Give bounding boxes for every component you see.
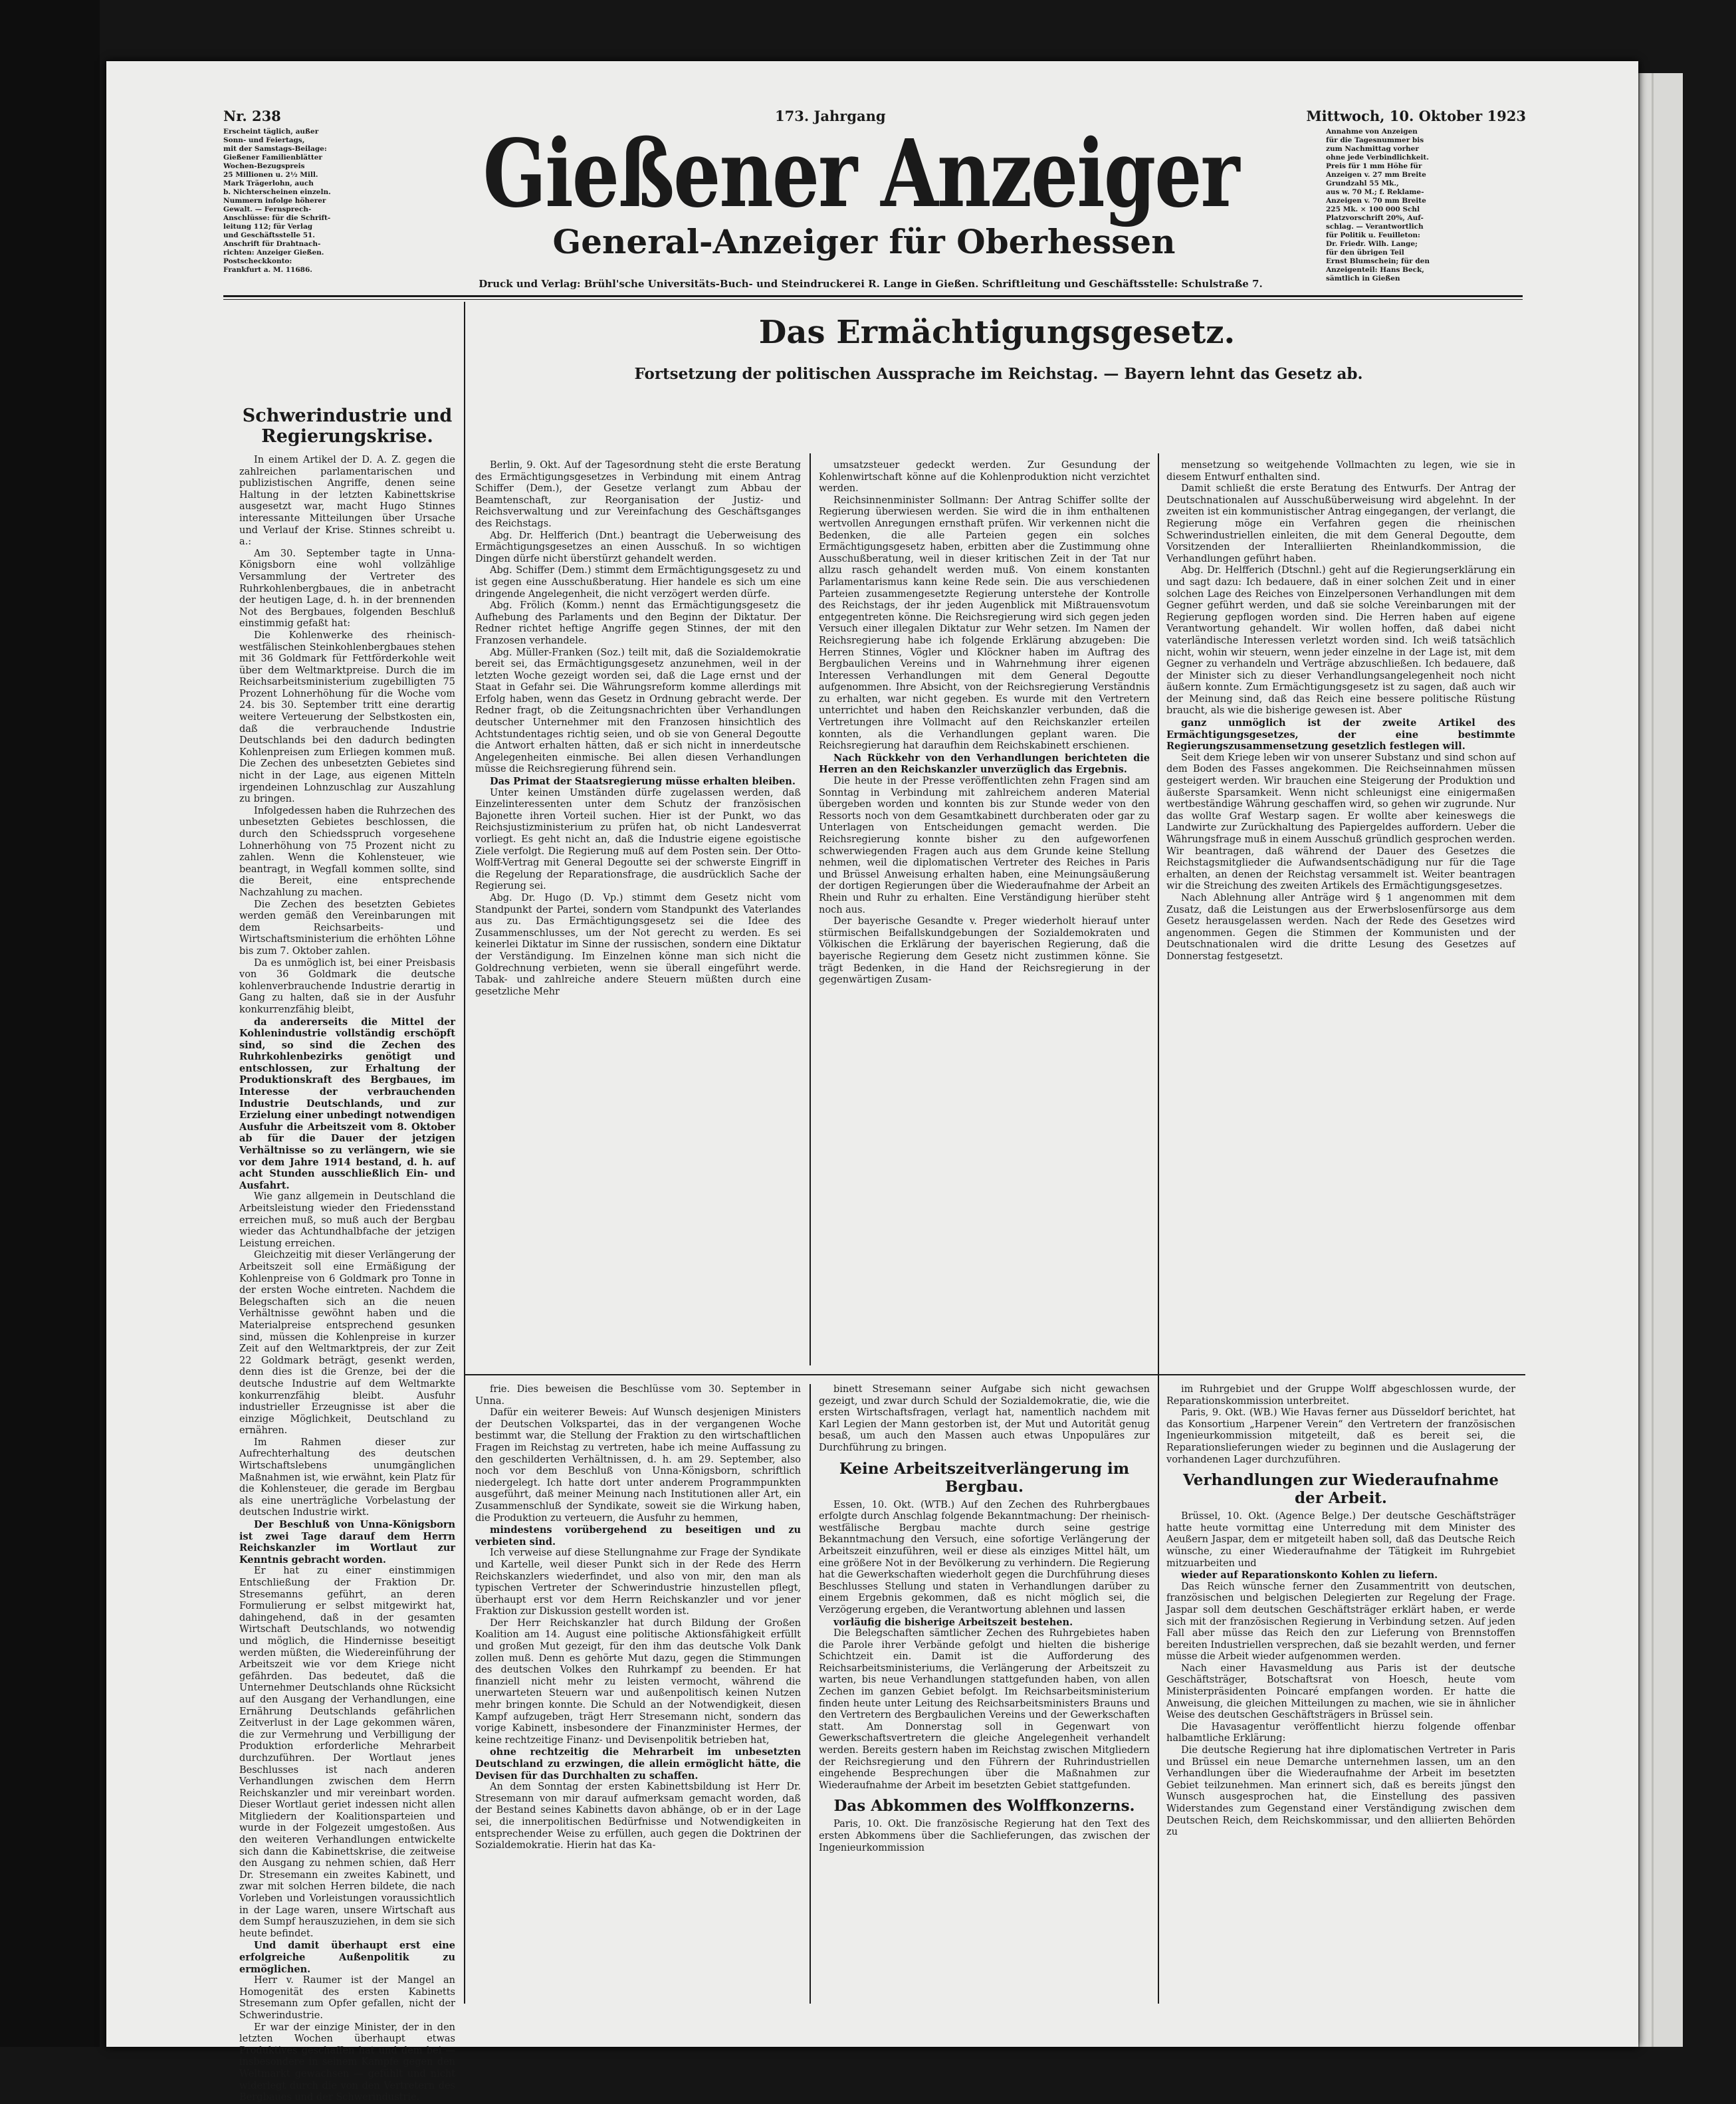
info-line: Anschrift für Drahtnach- (223, 240, 321, 248)
main-col3-body (1166, 460, 1515, 963)
paragraph: Die Havasagentur veröffentlicht hierzu folgende offenbar halbamtliche Erklärung: (1166, 1721, 1515, 1744)
lower-col2-body-a (819, 1384, 1150, 1455)
main-article-col2 (819, 460, 1150, 1367)
paragraph: ohne rechtzeitig die Mehrarbeit im unbesetzten Deutschland zu erzwingen, die allein ermöglicht hätte, die Devisen für das Durchhalten zu schaffen. (475, 1746, 801, 1782)
info-line: Anzeigenteil: Hans Beck, (1326, 266, 1424, 274)
paragraph: mensetzung so weitgehende Vollmachten zu legen, wie sie in diesem Entwurf enthalten sind. (1166, 460, 1515, 483)
masthead-title: Gießener Anzeiger (483, 120, 1239, 229)
paragraph: Am 30. September tagte in Unna-Königsborn eine wohl vollzählige Versammlung der Vertreter des Ruhrkohlenbergbaues, die in anbetracht der heutigen Lage, d. h. in der brennenden Not des Bergbaues, folgenden Beschluß einstimmig gefaßt hat: (239, 548, 455, 630)
advertising-info (1326, 128, 1519, 283)
info-line: zum Nachmittag vorher (1326, 145, 1419, 153)
info-line: Preis für 1 mm Höhe für (1326, 162, 1422, 170)
paragraph: Der Herr Reichskanzler hat durch Bildung der Großen Koalition am 14. August eine politische Aktionsfähigkeit erfüllt und großen Mut gezeigt, für den ihm das deutsche Volk Dank zollen muß. Denn es gehörte Mut dazu, gegen die Stimmungen des deutschen Volkes den Ruhrkampf zu beenden. Er hat finanziell nicht mehr zu leisten vermocht, während die unerwarteten Steuern war und außenpolitisch keinen Nutzen mehr bringen konnte. Die Schuld an der Notwendigkeit, diesen Kampf aufzugeben, trägt Herr Stresemann nicht, sondern das vorige Kabinett, insbesondere der Finanzminister Hermes, der keine rechtzeitige Finanz- und Devisenpolitik betrieben hat, (475, 1617, 801, 1746)
info-line: Gießener Familienblätter (223, 154, 322, 162)
info-line: Anzeigen v. 70 mm Breite (1326, 197, 1426, 205)
paragraph: An dem Sonntag der ersten Kabinettsbildung ist Herr Dr. Stresemann von mir darauf aufmerksam gemacht worden, daß der Bestand seines Kabinetts davon abhänge, ob er in der Lage sei, die innerpolitischen Bedürfnisse und Notwendigkeiten in entsprechender Weise zu erfüllen, auch gegen die Doktrinen der Sozialdemokratie. Hierin hat das Ka- (475, 1782, 801, 1851)
paragraph: frie. Dies beweisen die Beschlüsse vom 30. September in Unna. (475, 1384, 801, 1407)
paragraph: Er hat zu einer einstimmigen Entschließung der Fraktion Dr. Stresemanns geführt, an deren Formulierung er selbst mitgewirkt hat, dahingehend, daß in der gesamten Wirtschaft Deutschlands, wo notwendig und möglich, die Hindernisse beseitigt werden müßten, die Wiedereinführung der Arbeitszeit wie vor dem Kriege nicht gefährden. Das bedeutet, daß die Unternehmer Deutschlands ohne Rücksicht auf den Ausgang der Verhandlungen, eine Ernährung Deutschlands gefährlichen Zeitverlust in der Lage gekommen wären, die zur Vermehrung und Verbilligung der Produktion erforderliche Mehrarbeit durchzuführen. Der Wortlaut jenes Beschlusses ist nach anderen Verhandlungen zwischen dem Herrn Reichskanzler und mir vereinbart worden. Dieser Wortlaut geriet indessen nicht allen Mitgliedern der Koalitionsparteien und wurde in der Folgezeit umgestoßen. Aus den weiteren Verhandlungen entwickelte sich dann die Kabinettskrise, die zeitweise den Ausgang zu nehmen schien, daß Herr Dr. Stresemann ein zweites Kabinett, und zwar mit solchen Herren bildete, die nach Vorleben und Vorleistungen voraussichtlich in der Lage waren, unsere Wirtschaft aus dem Sumpf herauszuziehen, in dem sie sich heute befindet. (239, 1566, 455, 1939)
paragraph: Dafür ein weiterer Beweis: Auf Wunsch desjenigen Ministers der Deutschen Volkspartei, das in der vergangenen Woche bestimmt war, die Stellung der Fraktion zu den wirtschaftlichen Fragen im Reichstag zu vertreten, habe ich meine Auffassung zu den geschilderten Verhältnissen, d. h. am 29. September, also noch vor dem Beschluß von Unna-Königsborn, schriftlich niedergelegt. Ich hatte dort unter anderem Programmpunkten ausgeführt, daß meiner Meinung nach Institutionen aller Art, ein Zusammenschluß der Syndikate, soweit sie die Wirkung haben, die Produktion zu verteuern, die Ausfuhr zu hemmen, (475, 1407, 801, 1524)
lower-col3 (1166, 1384, 1515, 2002)
paragraph: Paris, 9. Okt. (WB.) Wie Havas ferner aus Düsseldorf berichtet, hat das Konsortium „Harpener Verein“ den Vertretern der französischen Ingenieurkommission mitgeteilt, daß es bereit sei, die Reparationslieferungen wieder zu beginnen und die Auslagerung der vorhandenen Lager durchzuführen. (1166, 1407, 1515, 1465)
main-col2-body (819, 460, 1150, 987)
main-article-title: Das Ermächtigungsgesetz. (758, 314, 1236, 351)
wolff-title: Das Abkommen des Wolffkonzerns. (833, 1797, 1135, 1815)
paragraph: Nach einer Havasmeldung aus Paris ist der deutsche Geschäftsträger, Botschaftsrat von Hoesch, heute vom Ministerpräsidenten Poincaré empfangen worden. Er hatte die Anweisung, die gleichen Mitteilungen zu machen, wie sie in ähnlicher Weise des deutschen Geschäftsträgers in Brüssel sein. (1166, 1663, 1515, 1721)
info-line: Grundzahl 55 Mk., (1326, 179, 1399, 187)
issue-date: Mittwoch, 10. Oktober 1923 (1306, 108, 1526, 124)
paragraph: binett Stresemann seiner Aufgabe sich nicht gewachsen gezeigt, und zwar durch Schuld der Sozialdemokratie, die, wie die ersten Wirtschaftsfragen, verlagt hat, namentlich nachdem mit Karl Legien der Mann gestorben ist, der Mut und Autorität genug besaß, um auch den Massen auch etwas Unpopuläres zur Durchführung zu bringen. (819, 1384, 1150, 1453)
main-article-subtitle: Fortsetzung der politischen Aussprache im Reichstag. — Bayern lehnt das Gesetz ab. (634, 365, 1363, 383)
header-rule-thin (223, 299, 1523, 300)
printer-line: Druck und Verlag: Brühl'sche Universitäts-Buch- und Steindruckerei R. Lange in Gießen. Schriftleitung und Geschäftsstelle: Schulstraße 7. (479, 278, 1263, 290)
paragraph: Damit schließt die erste Beratung des Entwurfs. Der Antrag der Deutschnationalen auf Ausschußüberweisung wird abgelehnt. In der zweiten ist ein kommunistischer Antrag eingegangen, der verlangt, die Regierung möge ein Verfahren gegen die rheinischen Schwerindustriellen einleiten, die mit dem General Degoutte, dem Vorsitzenden der Interalliierten Rheinlandkommission, die Verhandlungen geführt haben. (1166, 483, 1515, 564)
info-line: richten: Anzeiger Gießen. (223, 249, 324, 257)
info-line: Postscheckkonto: (223, 257, 292, 265)
lower-col1-body (475, 1384, 801, 1852)
paragraph: Und damit überhaupt erst eine erfolgreiche Außenpolitik zu ermöglichen. (239, 1940, 455, 1975)
main-article-col3 (1166, 460, 1515, 1367)
paragraph: Abg. Dr. Helfferich (Dnt.) beantragt die Ueberweisung des Ermächtigungsgesetzes an einen Ausschuß. In so wichtigen Dingen dürfe nicht überstürzt gehandelt werden. (475, 530, 801, 564)
info-line: 25 Millionen u. 2½ Mill. (223, 171, 318, 179)
info-line: schlag. — Verantwortlich (1326, 223, 1424, 231)
paragraph: Paris, 10. Okt. Die französische Regierung hat den Text des ersten Abkommens über die Sachlieferungen, das zwischen der Ingenieurkommission (819, 1819, 1150, 1853)
paragraph: mindestens vorübergehend zu beseitigen und zu verbieten sind. (475, 1524, 801, 1548)
info-line: aus w. 70 M.; f. Reklame- (1326, 188, 1424, 196)
paragraph: Seit dem Kriege leben wir von unserer Substanz und sind schon auf dem Boden des Fasses angekommen. Die Reichseinnahmen müssen gesteigert werden. Wir brauchen eine Steigerung der Produktion und äußerste Sparsamkeit. Wenn nicht schleunigst eine einigermaßen wertbeständige Währung geschaffen wird, so gehen wir zugrunde. Nur das wollte Graf Westarp sagen. Er wollte aber keineswegs die Landwirte zur Zurückhaltung des Papiergeldes auffordern. Ueber die Währungsfrage muß in einem Ausschuß gründlich gesprochen werden. Wir beantragen, daß während der Dauer des Gesetzes die Reichstagsmitglieder die Aufwandsentschädigung nur für die Tage erhalten, an denen der Reichstag versammelt ist. Weiter beantragen wir die Streichung des zweiten Artikels des Ermächtigungsgesetzes. (1166, 752, 1515, 892)
arbeitszeit-title: Keine Arbeitszeitverlängerung im Bergbau. (839, 1459, 1130, 1496)
paragraph: Essen, 10. Okt. (WTB.) Auf den Zechen des Ruhrbergbaues erfolgte durch Anschlag folgende Bekanntmachung: Der rheinisch-westfälische Bergbau machte durch seine gestrige Bekanntmachung den Versuch, eine sofortige Verlängerung der Arbeitszeit einzuführen, weil er diese als einziges Mittel hält, um eine größere Not in der Bevölkerung zu verhindern. Die Regierung hat die Gewerkschaften wiederholt gegen die Durchführung dieses Beschlusses Stellung und staten in Verhandlungen darüber zu einem Ergebnis gekommen, daß es nicht möglich sei, die Verzögerung ergeben, die Verantwortung ablehnen und lassen (819, 1499, 1150, 1615)
info-line: Mark Trägerlohn, auch (223, 179, 314, 187)
paragraph: Die Zechen des besetzten Gebietes werden gemäß den Vereinbarungen mit dem Reichsarbeits- und Wirtschaftsministerium die erhöhten Löhne bis zum 7. Oktober zahlen. (239, 899, 455, 957)
lower-col2 (819, 1384, 1150, 2002)
paragraph: Herr v. Raumer ist der Mangel an Homogenität des ersten Kabinetts Stresemann zum Opfer gefallen, nicht der Schwerindustrie. (239, 1975, 455, 2021)
info-line: für den übrigen Teil (1326, 249, 1404, 257)
info-line: für Politik u. Feuilleton: (1326, 231, 1420, 239)
issue-number: Nr. 238 (223, 108, 281, 124)
info-line: Nummern infolge höherer (223, 197, 326, 205)
lower-col1 (475, 1384, 801, 2002)
column-rule (464, 302, 465, 2004)
paragraph: Der Beschluß von Unna-Königsborn ist zwei Tage darauf dem Herrn Reichskanzler im Wortlaut zur Kenntnis gebracht worden. (239, 1519, 455, 1566)
paragraph: Die deutsche Regierung hat ihre diplomatischen Vertreter in Paris und Brüssel ein neue Demarche unternehmen lassen, um an den Verhandlungen über die Wiederaufnahme der Arbeit im besetzten Gebiet teilzunehmen. Man erinnert sich, daß es bereits jüngst den Wunsch ausgesprochen hat, die Einstellung des passiven Widerstandes zum Gegenstand einer Verständigung zwischen dem Deutschen Reich, dem Reichskommissar, und den alliierten Behörden zu (1166, 1745, 1515, 1838)
paragraph: Nach Ablehnung aller Anträge wird § 1 angenommen mit dem Zusatz, daß die Leistungen aus der Erwerbslosenfürsorge aus dem Gesetz herausgelassen werden. Nach der Rede des Gesetzes wird angenommen. Gegen die Stimmen der Kommunisten und der Deutschnationalen wird die dritte Lesung des Gesetzes auf Donnerstag festgesetzt. (1166, 892, 1515, 962)
paragraph: Die Belegschaften sämtlicher Zechen des Ruhrgebietes haben die Parole ihrer Verbände gefolgt und hielten die bisherige Schichtzeit ein. Damit ist die Aufforderung des Reichsarbeitsministeriums, die Verlängerung der Arbeitszeit zu warten, bis neue Verhandlungen stattgefunden haben, von allen Zechen im ganzen Gebiet befolgt. Im Reichsarbeitsministerium finden heute unter Leitung des Reichsarbeitsministers Brauns und den Vertretern des Bergbaulichen Vereins und der Gewerkschaften statt. Am Donnerstag soll in Gegenwart von Gewerkschaftsvertretern die gleiche Angelegenheit verhandelt werden. Bereits gestern haben im Reichstag zwischen Mitgliedern der Reichsregierung und den Führern der Ruhrindustriellen eingehende Besprechungen über die Maßnahmen zur Wiederaufnahme der Arbeit im besetzten Gebiet stattgefunden. (819, 1628, 1150, 1791)
paragraph: Der bayerische Gesandte v. Preger wiederholt hierauf unter stürmischen Beifallskundgebungen der Sozialdemokraten und Völkischen die Erklärung der bayerischen Regierung, daß die bayerische Regierung dem Gesetz nicht zustimmen könne. Sie trägt Bedenken, in die Hand der Reichsregierung in der gegenwärtigen Zusam- (819, 916, 1150, 986)
column-rule (810, 1384, 811, 2004)
info-line: 225 Mk. × 100 000 Schl (1326, 205, 1420, 213)
paragraph: Abg. Dr. Helfferich (Dtschnl.) geht auf die Regierungserklärung ein und sagt dazu: Ich bedauere, daß in einer solchen Zeit und in einer solchen Lage des Reiches von Einzelpersonen Verhandlungen mit dem Gegner geführt werden, und daß sie solche Vereinbarungen mit der Regierung gepflogen worden sind. Die Herren haben auf eigene Verantwortung gehandelt. Wir wollen hoffen, daß dabei nicht vaterländische Interessen verletzt worden sind. Ich weiß tatsächlich nicht, wohin wir steuern, wenn jeder einzelne in der Lage ist, mit dem Gegner zu verhandeln und Verträge abzuschließen. Ich bedauere, daß der Minister sich zu dieser Verhandlungsangelegenheit noch nicht äußern konnte. Zum Ermächtigungsgesetz ist zu sagen, daß auch wir der Meinung sind, daß das Reich eine bessere politische Rüstung braucht, als wie die bisherige gewesen ist. Aber (1166, 565, 1515, 717)
column-rule (810, 453, 811, 1365)
info-line: Frankfurt a. M. 11686. (223, 266, 312, 274)
paragraph: Unter keinen Umständen dürfe zugelassen werden, daß Einzelinteressenten unter dem Schutz der französischen Bajonette ihren Vorteil suchen. Hier ist der Punkt, wo das Reichsjustizministerium zu prüfen hat, ob nicht Landesverrat vorliegt. Es geht nicht an, daß die Industrie eigene egoistische Ziele verfolgt. Die Regierung muß auf dem Posten sein. Der Otto-Wolff-Vertrag mit General Degoutte sei der schwerste Eingriff in die Regelung der Reparationsfrage, die ausdrücklich Sache der Regierung sei. (475, 787, 801, 892)
paragraph: Abg. Schiffer (Dem.) stimmt dem Ermächtigungsgesetz zu und ist gegen eine Ausschußberatung. Hier handele es sich um eine dringende Angelegenheit, die nicht verzögert werden dürfe. (475, 565, 801, 600)
binder-background (0, 0, 100, 2047)
info-line: Anschlüsse: für die Schrift- (223, 214, 331, 222)
paragraph: Abg. Müller-Franken (Soz.) teilt mit, daß die Sozialdemokratie bereit sei, das Ermächtigungsgesetz anzunehmen, weil in der letzten Woche gezeigt worden sei, daß die Lage ernst und der Staat in Gefahr sei. Die Währungsreform komme allerdings mit Erfolg haben, wenn das Gesetz in Ordnung gebracht werde. Der Redner fragt, ob die Zeitungsnachrichten über Verhandlungen deutscher Unternehmer mit den Franzosen hinsichtlich des Achtstundentages richtig seien, und ob sie von General Degoutte die Antwort erhalten hätten, daß er sich nicht in innerdeutsche Angelegenheiten einmische. Bei allen diesen Verhandlungen müsse die Reichsregierung führend sein. (475, 647, 801, 775)
info-line: leitung 112; für Verlag (223, 223, 313, 231)
info-line: b. Nichterscheinen einzeln. (223, 188, 331, 196)
paragraph: Die heute in der Presse veröffentlichten zehn Fragen sind am Sonntag in Verbindung mit zahlreichem anderen Material übergeben worden und konnten bis zur Stunde weder von den Ressorts noch von dem Gesamtkabinett durchberaten oder gar zu Unterlagen von Entscheidungen gemacht werden. Die Reichsregierung konnte bisher zu den aufgeworfenen schwerwiegenden Fragen auch aus dem Grunde keine Stellung nehmen, weil die diplomatischen Vertreter des Reiches in Paris und Brüssel Anweisung erhalten haben, eine Meinungsäußerung der dortigen Regierungen über die Wiederaufnahme der Arbeit an Rhein und Ruhr zu erhalten. Eine Verständigung hierüber steht noch aus. (819, 776, 1150, 915)
paragraph: Die Kohlenwerke des rheinisch-westfälischen Steinkohlenbergbaues stehen mit 36 Goldmark für Fettförderkohle weit über dem Weltmarktpreise. Durch die im Reichsarbeitsministerium zugebilligten 75 Prozent Lohnerhöhung für die Woche vom 24. bis 30. September tritt eine derartig weitere Verteuerung der Selbstkosten ein, daß die verbrauchende Industrie Deutschlands bei den dadurch bedingten Kohlenpreisen zum Erliegen kommen muß. Die Zechen des unbesetzten Gebietes sind nicht in der Lage, aus eigenen Mitteln irgendeinen Lohnzuschlag zur Auszahlung zu bringen. (239, 630, 455, 805)
info-line: Ernst Blumschein; für den (1326, 257, 1430, 265)
paragraph: Abg. Dr. Hugo (D. Vp.) stimmt dem Gesetz nicht vom Standpunkt der Partei, sondern vom Standpunkt des Vaterlandes aus zu. Das Ermächtigungsgesetz sei die Idee des Zusammenschlusses, um der Not gerecht zu werden. Es sei keinerlei Diktatur im Sinne der russischen, sondern eine Diktatur der Verständigung. Im Einzelnen könne man sich nicht die Goldrechnung verbieten, wenn sie überall eingeführt werde. Tabak- und zahlreiche andere Steuern müßten durch eine gesetzliche Mehr (475, 892, 801, 997)
info-line: für die Tagesnummer bis (1326, 136, 1424, 144)
info-line: und Geschäftsstelle 51. (223, 231, 315, 239)
paragraph: da andererseits die Mittel der Kohlenindustrie vollständig erschöpft sind, so sind die Zechen des Ruhrkohlenbezirks genötigt und entschlossen, zur Erhaltung der Produktionskraft des Bergbaues, im Interesse der verbrauchenden Industrie Deutschlands, und zur Erzielung einer unbedingt notwendigen Ausfuhr die Arbeitszeit vom 8. Oktober ab für die Dauer der jetzigen Verhältnisse so zu verlängern, wie sie vor dem Jahre 1914 bestand, d. h. auf acht Stunden ausschließlich Ein- und Ausfahrt. (239, 1016, 455, 1191)
paragraph: Nach Rückkehr von den Verhandlungen berichteten die Herren an den Reichskanzler unverzüglich das Ergebnis. (819, 752, 1150, 776)
left-article-title: Schwerindustrie und Regierungskrise. (242, 406, 453, 447)
paragraph: umsatzsteuer gedeckt werden. Zur Gesundung der Kohlenwirtschaft könne auf die Kohlenproduktion nicht verzichtet werden. (819, 460, 1150, 495)
info-line: Anzeigen v. 27 mm Breite (1326, 171, 1426, 179)
paragraph: Das Primat der Staatsregierung müsse erhalten bleiben. (490, 776, 796, 788)
lower-col2-body-b (819, 1500, 1150, 1792)
info-line: sämtlich in Gießen (1326, 275, 1400, 283)
paragraph: Berlin, 9. Okt. Auf der Tagesordnung steht die erste Beratung des Ermächtigungsgesetzes in Verbindung mit einem Antrag Schiffer (Dem.), der Gesetze verlangt zum Abbau der Beamtenschaft, zur Reorganisation der Justiz- und Reichsverwaltung und zur Vereinfachung des Geschäftsganges des Reichstags. (475, 460, 801, 529)
lower-col2-body-c (819, 1819, 1150, 1854)
info-line: Gewalt. — Fernsprech- (223, 205, 312, 213)
paragraph: Ich verweise auf diese Stellungnahme zur Frage der Syndikate und Kartelle, weil dieser Punkt sich in der Rede des Herrn Reichskanzlers wiederfindet, und also von mir, den man als typischen Vertreter der Schwerindustrie hinzustellen pflegt, überhaupt erst vor dem Herrn Reichskanzler und vor jener Fraktion zur Diskussion gestellt worden ist. (475, 1548, 801, 1617)
paragraph: vorläufig die bisherige Arbeitszeit bestehen. (833, 1616, 1073, 1628)
paragraph: Das Reich wünsche ferner den Zusammentritt von deutschen, französischen und belgischen Delegierten zur Regelung der Frage. Jaspar soll dem deutschen Geschäftsträger erklärt haben, er werde sich mit der französischen Regierung in Verbindung setzen. Auf jeden Fall aber müsse das Reich den zur Lieferung von Brennstoffen bereiten Industriellen versprechen, daß sie bezahlt werden, und ferner müsse die Arbeit wieder aufgenommen werden. (1166, 1581, 1515, 1663)
paragraph: ganz unmöglich ist der zweite Artikel des Ermächtigungsgesetzes, der eine bestimmte Regierungszusammensetzung gesetzlich festlegen will. (1166, 717, 1515, 753)
newspaper-page (106, 61, 1638, 2103)
paragraph: wieder auf Reparationskonto Kohlen zu liefern. (1181, 1570, 1438, 1581)
info-line: Sonn- und Feiertags, (223, 136, 305, 144)
info-line: Platzvorschrift 20%, Auf- (1326, 214, 1424, 222)
paragraph: Er war der einzige Minister, der in den letzten Wochen überhaupt etwas Produktives geschaffen hat und dem bei — insbesondere in seinem Kampfe gegen den Weltmarkt gewachsen — gefühlt und nicht widerlegt durch die von den Vertretern des Bergbaues und der Schwerindustrie. (239, 2022, 455, 2103)
main-col1-body (475, 460, 801, 998)
info-line: ohne jede Verbindlichkeit. (1326, 154, 1429, 162)
info-line: Wochen-Bezugspreis (223, 162, 305, 170)
paragraph: Gleichzeitig mit dieser Verlängerung der Arbeitszeit soll eine Ermäßigung der Kohlenpreise von 6 Goldmark pro Tonne in der ersten Woche eintreten. Nachdem die Belegschaften sich an die neuen Verhältnisse gewöhnt haben und die Materialpreise entsprechend gesunken sind, müssen die Kohlenpreise in kurzer Zeit auf den Weltmarktpreis, der zur Zeit 22 Goldmark beträgt, gesenkt werden, denn dies ist die Grenze, bei der die deutsche Industrie auf dem Weltmarkte konkurrenzfähig bleibt. Ausfuhr industrieller Erzeugnisse ist aber die einzige Möglichkeit, Deutschland zu ernähren. (239, 1250, 455, 1437)
header-rule (223, 295, 1523, 297)
column-rule (1158, 453, 1159, 2004)
section-rule (465, 1374, 1525, 1375)
paragraph: Wie ganz allgemein in Deutschland die Arbeitsleistung wieder den Friedensstand erreichen muß, so muß auch der Bergbau wieder das Achtundhalbfache der jetzigen Leistung erreichen. (239, 1191, 455, 1249)
paragraph: Abg. Frölich (Komm.) nennt das Ermächtigungsgesetz die Aufhebung des Parlaments und den Beginn der Diktatur. Der Redner richtet heftige Angriffe gegen Stinnes, der mit den Franzosen verhandele. (475, 600, 801, 646)
volume: 173. Jahrgang (775, 108, 886, 124)
paragraph: Infolgedessen haben die Ruhrzechen des unbesetzten Gebietes beschlossen, die durch den Schiedsspruch vorgesehene Lohnerhöhung von 75 Prozent nicht zu zahlen. Wenn die Kohlensteuer, wie beantragt, in Wegfall kommen sollte, sind die Bereit, eine entsprechende Nachzahlung zu machen. (239, 805, 455, 898)
left-article-body (239, 455, 455, 2104)
paragraph: Da es unmöglich ist, bei einer Preisbasis von 36 Goldmark die deutsche kohlenverbrauchende Industrie derartig in Gang zu halten, daß sie in der Ausfuhr konkurrenzfähig bleibt, (239, 957, 455, 1015)
paragraph: In einem Artikel der D. A. Z. gegen die zahlreichen parlamentarischen und publizistischen Angriffe, denen seine Haltung in der letzten Kabinettskrise ausgesetzt war, macht Hugo Stinnes interessante Mitteilungen über Ursache und Verlauf der Krise. Stinnes schreibt u. a.: (239, 455, 455, 548)
paragraph: im Ruhrgebiet und der Gruppe Wolff abgeschlossen wurde, der Reparationskommission unterbreitet. (1166, 1384, 1515, 1407)
masthead-subtitle: General-Anzeiger für Oberhessen (552, 222, 1176, 261)
paragraph: Im Rahmen dieser zur Aufrechterhaltung des deutschen Wirtschaftslebens unumgänglichen Maßnahmen ist, wie erwähnt, kein Platz für die Kohlensteuer, die gerade im Bergbau als eine unerträgliche Vorbelastung der deutschen Industrie wirkt. (239, 1437, 455, 1518)
info-line: Dr. Friedr. Wilh. Lange; (1326, 240, 1418, 248)
left-article (239, 406, 455, 2103)
lower-col3-body-b (1166, 1511, 1515, 1839)
page-stack-edge (1638, 73, 1683, 2047)
subscription-info (223, 128, 403, 275)
info-line: Erscheint täglich, außer (223, 128, 319, 136)
info-line: mit der Samstags-Beilage: (223, 145, 327, 153)
lower-col3-body-a (1166, 1384, 1515, 1466)
paragraph: Brüssel, 10. Okt. (Agence Belge.) Der deutsche Geschäftsträger hatte heute vormittag eine Unterredung mit dem Minister des Aeußern Jaspar, dem er mitgeteilt haben soll, daß das Deutsche Reich wünsche, zu einer Wiederaufnahme der Tätigkeit im Ruhrgebiet mitzuarbeiten und (1166, 1511, 1515, 1569)
info-line: Annahme von Anzeigen (1326, 128, 1418, 136)
paragraph: Reichsinnenminister Sollmann: Der Antrag Schiffer sollte der Regierung überwiesen werden. Sie wird die in ihm enthaltenen wertvollen Anregungen ernsthaft prüfen. Wir verkennen nicht die Bedenken, die alle Parteien gegen ein solches Ermächtigungsgesetz haben, erbitten aber die Zustimmung ohne Ausschußberatung, weil in dieser kritischen Zeit in der Tat nur allzu rasch gehandelt werden muß. Von einem konstanten Parlamentarismus kann keine Rede sein. Die aus verschiedenen Parteien zusammengesetzte Regierung unterstehe der Kontrolle des Reichstags, der ihr jeden Augenblick mit Mißtrauensvotum entgegentreten könne. Die Reichsregierung wird sich gegen jeden Versuch einer illegalen Diktatur zur Wehr setzen. Im Namen der Reichsregierung habe ich folgende Erklärung abzugeben: Die Herren Stinnes, Vögler und Klöckner haben im Auftrag des Bergbaulichen Vereins und in Wahrnehmung ihrer eigenen Interessen Verhandlungen mit dem General Degoutte aufgenommen. Ihre Absicht, von der Reichsregierung Verständnis zu erhalten, war nicht gegeben. Es wurde mit den Vertretern unterrichtet und haben den Reichskanzler verbunden, daß die Vertretungen ihre Vollmacht auf den Reichskanzler erteilen konnten, als die Verhandlungen geplant waren. Die Reichsregierung hat daraufhin dem Reichskabinett erschienen. (819, 495, 1150, 752)
verhandlungen-title: Verhandlungen zur Wiederaufnahme der Arbeit. (1183, 1471, 1499, 1508)
main-article-col1 (475, 460, 801, 1367)
